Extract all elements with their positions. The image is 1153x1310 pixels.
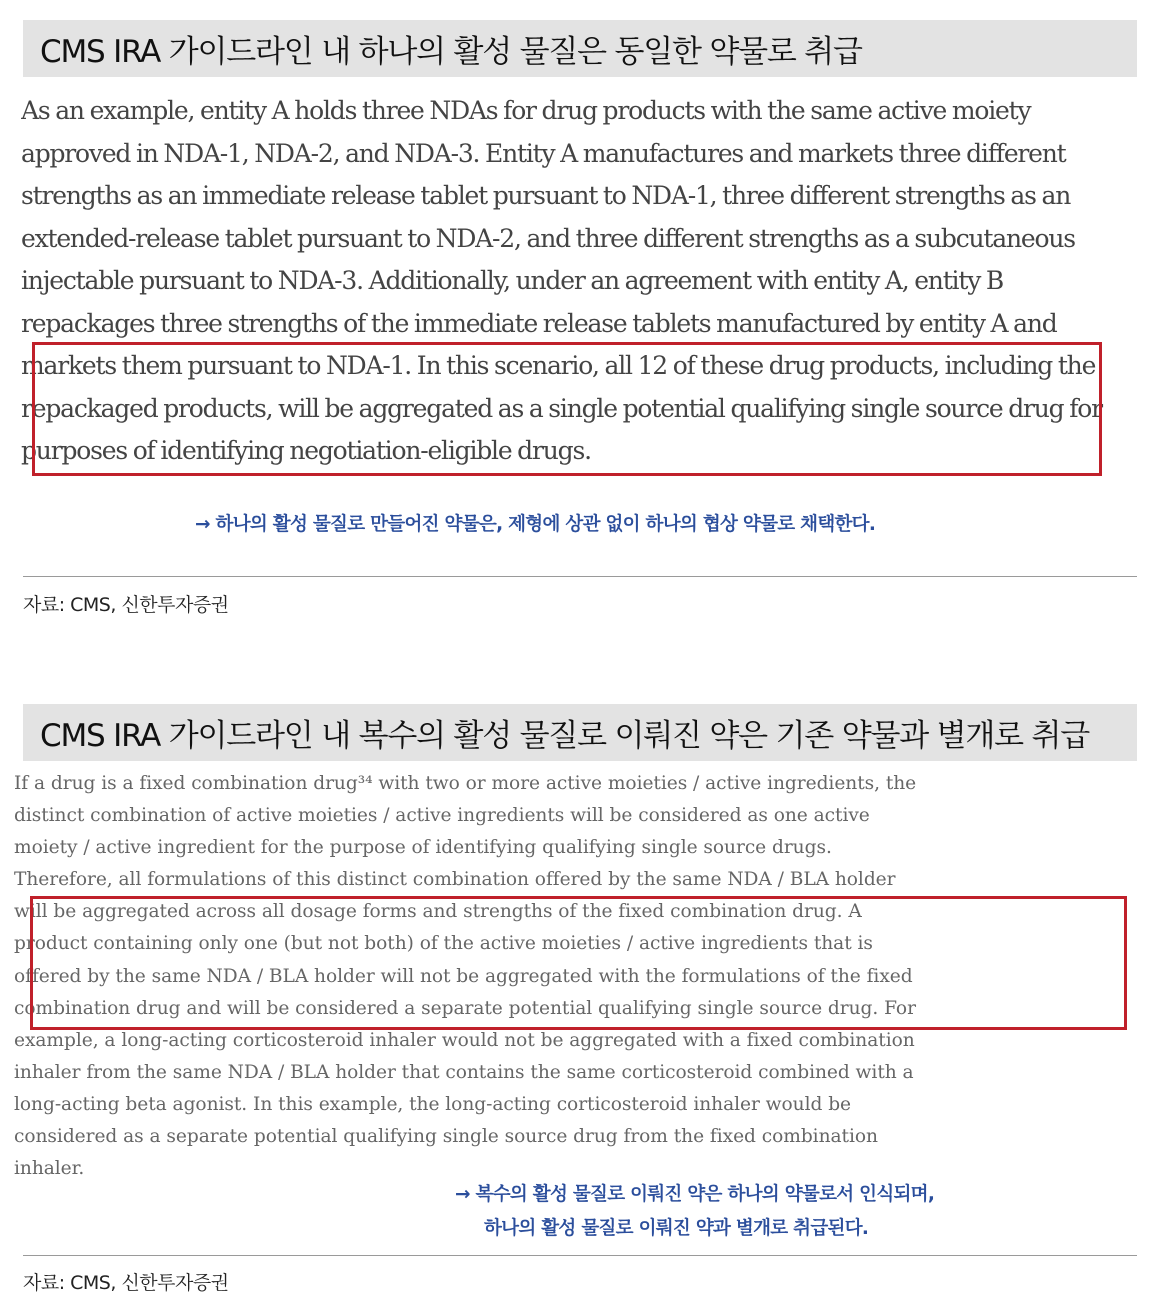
section-1-highlight-box <box>32 342 1102 476</box>
section-1-note: → 하나의 활성 물질로 만들어진 약물은, 제형에 상관 없이 하나의 협상 약물로 채택한다. <box>195 514 876 535</box>
excerpt-line: distinct combination of active moieties / active ingredients will be considered as one active <box>14 805 870 827</box>
section-2-source: 자료: CMS, 신한투자증권 <box>23 1272 229 1294</box>
excerpt-line: combination drug and will be considered a separate potential qualifying single source drug. For <box>14 997 916 1019</box>
section-2-note-line-1: → 복수의 활성 물질로 이뤄진 약은 하나의 약물로서 인식되며, <box>455 1184 935 1205</box>
section-2-note-line-2: 하나의 활성 물질로 이뤄진 약과 별개로 취급된다. <box>484 1218 869 1239</box>
divider <box>23 1255 1137 1256</box>
excerpt-line: will be aggregated across all dosage forms and strengths of the fixed combination drug. A <box>14 901 862 923</box>
excerpt-line: moiety / active ingredient for the purpose of identifying qualifying single source drugs. <box>14 837 832 859</box>
excerpt-line: repackaged products, will be aggregated as a single potential qualifying single source drug for <box>21 393 1102 423</box>
excerpt-line: As an example, entity A holds three NDAs for drug products with the same active moiety <box>21 96 1031 125</box>
excerpt-line: purposes of identifying negotiation-eligible drugs. <box>21 436 591 465</box>
section-2-title: CMS IRA 가이드라인 내 복수의 활성 물질로 이뤄진 약은 기존 약물과 별개로 취급 <box>23 704 1137 761</box>
excerpt-line: If a drug is a fixed combination drug³⁴ with two or more active moieties / active ingredients, the <box>14 773 917 794</box>
section-1-title: CMS IRA 가이드라인 내 하나의 활성 물질은 동일한 약물로 취급 <box>23 20 1137 77</box>
excerpt-line: extended-release tablet pursuant to NDA-2, and three different strengths as a subcutaneous <box>21 223 1075 253</box>
excerpt-line: repackages three strengths of the immediate release tablets manufactured by entity A and <box>21 308 1057 338</box>
section-2 <box>23 704 1137 761</box>
section-1 <box>23 20 1137 77</box>
divider <box>23 576 1137 577</box>
excerpt-line: injectable pursuant to NDA-3. Additionally, under an agreement with entity A, entity B <box>21 266 1004 295</box>
section-2-highlight-box <box>30 896 1127 1030</box>
excerpt-line: product containing only one (but not both) of the active moieties / active ingredients that is <box>14 933 873 955</box>
section-1-source: 자료: CMS, 신한투자증권 <box>23 594 229 616</box>
excerpt-line: example, a long-acting corticosteroid inhaler would not be aggregated with a fixed combination <box>14 1029 915 1051</box>
excerpt-line: inhaler from the same NDA / BLA holder that contains the same corticosteroid combined with a <box>14 1061 914 1083</box>
excerpt-line: offered by the same NDA / BLA holder will not be aggregated with the formulations of the fixed <box>14 965 913 987</box>
excerpt-line: markets them pursuant to NDA-1. In this scenario, all 12 of these drug products, including the <box>21 351 1096 380</box>
excerpt-line: strengths as an immediate release tablet pursuant to NDA-1, three different strengths as an <box>21 181 1071 210</box>
excerpt-line: approved in NDA-1, NDA-2, and NDA-3. Entity A manufactures and markets three different <box>21 138 1066 168</box>
excerpt-line: Therefore, all formulations of this distinct combination offered by the same NDA / BLA holder <box>14 869 896 891</box>
excerpt-line: inhaler. <box>14 1158 85 1180</box>
excerpt-line: considered as a separate potential qualifying single source drug from the fixed combination <box>14 1126 878 1148</box>
excerpt-line: long-acting beta agonist. In this example, the long-acting corticosteroid inhaler would be <box>14 1093 852 1115</box>
